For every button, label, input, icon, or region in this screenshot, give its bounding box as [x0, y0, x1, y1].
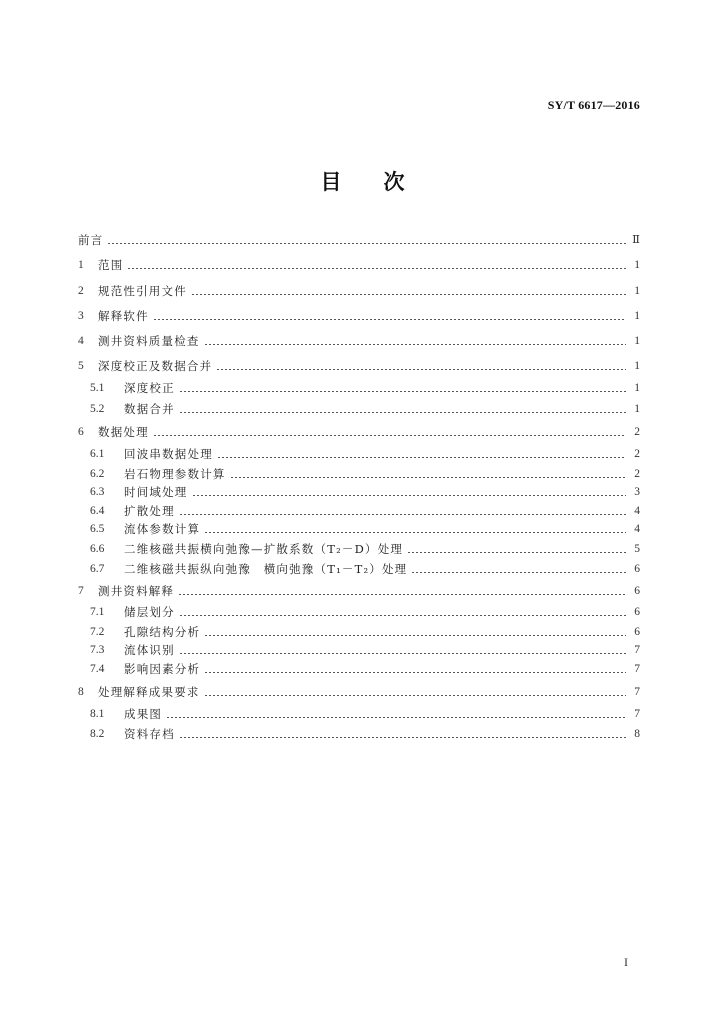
toc-entry-page: 4 — [634, 523, 640, 535]
toc-entry — [90, 380, 640, 396]
toc-entry-page: 7 — [634, 663, 640, 675]
toc-entry-number: 7.2 — [90, 626, 105, 638]
toc-entry-number: 6.4 — [90, 505, 105, 517]
toc-entry-number: 8.1 — [90, 708, 105, 720]
toc-entry-title: 流体参数计算 — [124, 522, 201, 536]
toc-entry-page: 2 — [634, 448, 640, 460]
toc-entry-number: 2 — [78, 285, 84, 297]
dot-leader — [108, 232, 626, 248]
toc-entry-number: 3 — [78, 310, 84, 322]
dot-leader — [154, 424, 626, 440]
dot-leader — [179, 583, 626, 599]
toc-entry-title: 深度校正 — [124, 381, 175, 395]
toc-entry — [78, 257, 640, 273]
toc-entry-page: 1 — [634, 360, 640, 372]
toc-entry-title: 范围 — [98, 258, 124, 272]
toc-entry-page: Ⅱ — [632, 234, 640, 246]
toc-entry — [78, 424, 640, 440]
toc-entry-page: 4 — [634, 505, 640, 517]
toc-entry — [78, 333, 640, 349]
toc-entry — [90, 446, 640, 462]
toc-entry-number: 6.2 — [90, 468, 105, 480]
toc-entry-number: 6.6 — [90, 543, 105, 555]
toc-entry — [90, 661, 640, 677]
toc-entry-title: 回波串数据处理 — [124, 447, 213, 461]
toc-entry-title: 数据合并 — [124, 402, 175, 416]
toc-entry-title: 解释软件 — [98, 309, 149, 323]
dot-leader — [180, 503, 626, 519]
toc-entry-title: 测井资料质量检查 — [98, 334, 200, 348]
toc-entry — [78, 283, 640, 299]
toc-entry-number: 7.3 — [90, 644, 105, 656]
toc-entry — [78, 308, 640, 324]
dot-leader — [128, 257, 626, 273]
toc-entry-number: 6.7 — [90, 563, 105, 575]
toc-entry-title: 深度校正及数据合并 — [98, 359, 213, 373]
toc-entry — [78, 583, 640, 599]
toc-entry-page: 1 — [634, 310, 640, 322]
toc-entry — [90, 521, 640, 537]
toc-entry — [90, 484, 640, 500]
toc-entry-page: 1 — [634, 259, 640, 271]
toc-entry-number: 7 — [78, 585, 84, 597]
footer-page-number: I — [624, 955, 628, 969]
toc-entry-number: 8 — [78, 686, 84, 698]
toc-entry-page: 6 — [634, 563, 640, 575]
toc-entry-page: 6 — [634, 606, 640, 618]
toc-entry-number: 6.3 — [90, 486, 105, 498]
toc-entry-number: 7.4 — [90, 663, 105, 675]
toc-entry-title: 前言 — [78, 233, 104, 247]
toc-entry-number: 5.1 — [90, 382, 105, 394]
toc-entry-title: 岩石物理参数计算 — [124, 467, 226, 481]
standard-code: SY/T 6617—2016 — [547, 98, 640, 112]
dot-leader — [193, 484, 627, 500]
toc-entry-title: 时间域处理 — [124, 485, 188, 499]
toc-entry-title: 规范性引用文件 — [98, 284, 187, 298]
dot-leader — [192, 283, 626, 299]
toc-entry-page: 8 — [634, 728, 640, 740]
toc-entry-page: 7 — [634, 686, 640, 698]
dot-leader — [412, 561, 626, 577]
dot-leader — [205, 684, 626, 700]
dot-leader — [180, 642, 626, 658]
dot-leader — [205, 333, 626, 349]
dot-leader — [180, 401, 626, 417]
toc-entry — [90, 604, 640, 620]
toc-entry-number: 5 — [78, 360, 84, 372]
toc-entry-title: 测井资料解释 — [98, 584, 175, 598]
toc-entry — [90, 726, 640, 742]
toc-entry-number: 1 — [78, 259, 84, 271]
dot-leader — [218, 446, 626, 462]
toc-entry-title: 成果图 — [124, 707, 163, 721]
dot-leader — [180, 604, 626, 620]
toc-entry-title: 影响因素分析 — [124, 662, 201, 676]
toc-entry-page: 1 — [634, 403, 640, 415]
toc-entry — [90, 466, 640, 482]
toc-entry-number: 6 — [78, 426, 84, 438]
toc-entry-title: 二维核磁共振纵向弛豫 横向弛豫（T₁－T₂）处理 — [124, 562, 408, 576]
dot-leader — [180, 380, 626, 396]
toc-entry-page: 5 — [634, 543, 640, 555]
toc-entry — [90, 561, 640, 577]
dot-leader — [217, 358, 626, 374]
toc-entry — [78, 232, 640, 248]
toc-entry — [90, 624, 640, 640]
toc-entry — [78, 684, 640, 700]
toc-entry-page: 2 — [634, 426, 640, 438]
toc-entry — [90, 706, 640, 722]
toc-entry-page: 6 — [634, 585, 640, 597]
toc-entry-number: 8.2 — [90, 728, 105, 740]
toc-entry-title: 数据处理 — [98, 425, 149, 439]
toc-entry-title: 孔隙结构分析 — [124, 625, 201, 639]
toc-entry-number: 6.5 — [90, 523, 105, 535]
dot-leader — [231, 466, 626, 482]
dot-leader — [205, 624, 626, 640]
toc-entry-page: 1 — [634, 285, 640, 297]
toc-entry-number: 6.1 — [90, 448, 105, 460]
dot-leader — [154, 308, 626, 324]
toc-entry-title: 储层划分 — [124, 605, 175, 619]
toc-entry-page: 7 — [634, 644, 640, 656]
toc-entry-number: 7.1 — [90, 606, 105, 618]
page-title: 目 次 — [320, 170, 405, 194]
toc-entry-number: 4 — [78, 335, 84, 347]
toc-entry-page: 6 — [634, 626, 640, 638]
toc-entry-page: 1 — [634, 382, 640, 394]
dot-leader — [167, 706, 626, 722]
toc-entry — [90, 642, 640, 658]
toc-entry — [90, 401, 640, 417]
toc-entry — [90, 503, 640, 519]
toc-entry-page: 3 — [634, 486, 640, 498]
toc-entry-page: 1 — [634, 335, 640, 347]
dot-leader — [408, 541, 626, 557]
toc-entry-title: 二维核磁共振横向弛豫—扩散系数（T₂－D）处理 — [124, 542, 404, 556]
toc-entry — [90, 541, 640, 557]
toc-entry — [78, 358, 640, 374]
dot-leader — [205, 521, 626, 537]
toc-entry-title: 流体识别 — [124, 643, 175, 657]
toc-entry-number: 5.2 — [90, 403, 105, 415]
dot-leader — [180, 726, 626, 742]
toc-entry-page: 2 — [634, 468, 640, 480]
toc-entry-title: 资料存档 — [124, 727, 175, 741]
dot-leader — [205, 661, 626, 677]
toc-entry-title: 处理解释成果要求 — [98, 685, 200, 699]
toc-entry-page: 7 — [634, 708, 640, 720]
toc-entry-title: 扩散处理 — [124, 504, 175, 518]
